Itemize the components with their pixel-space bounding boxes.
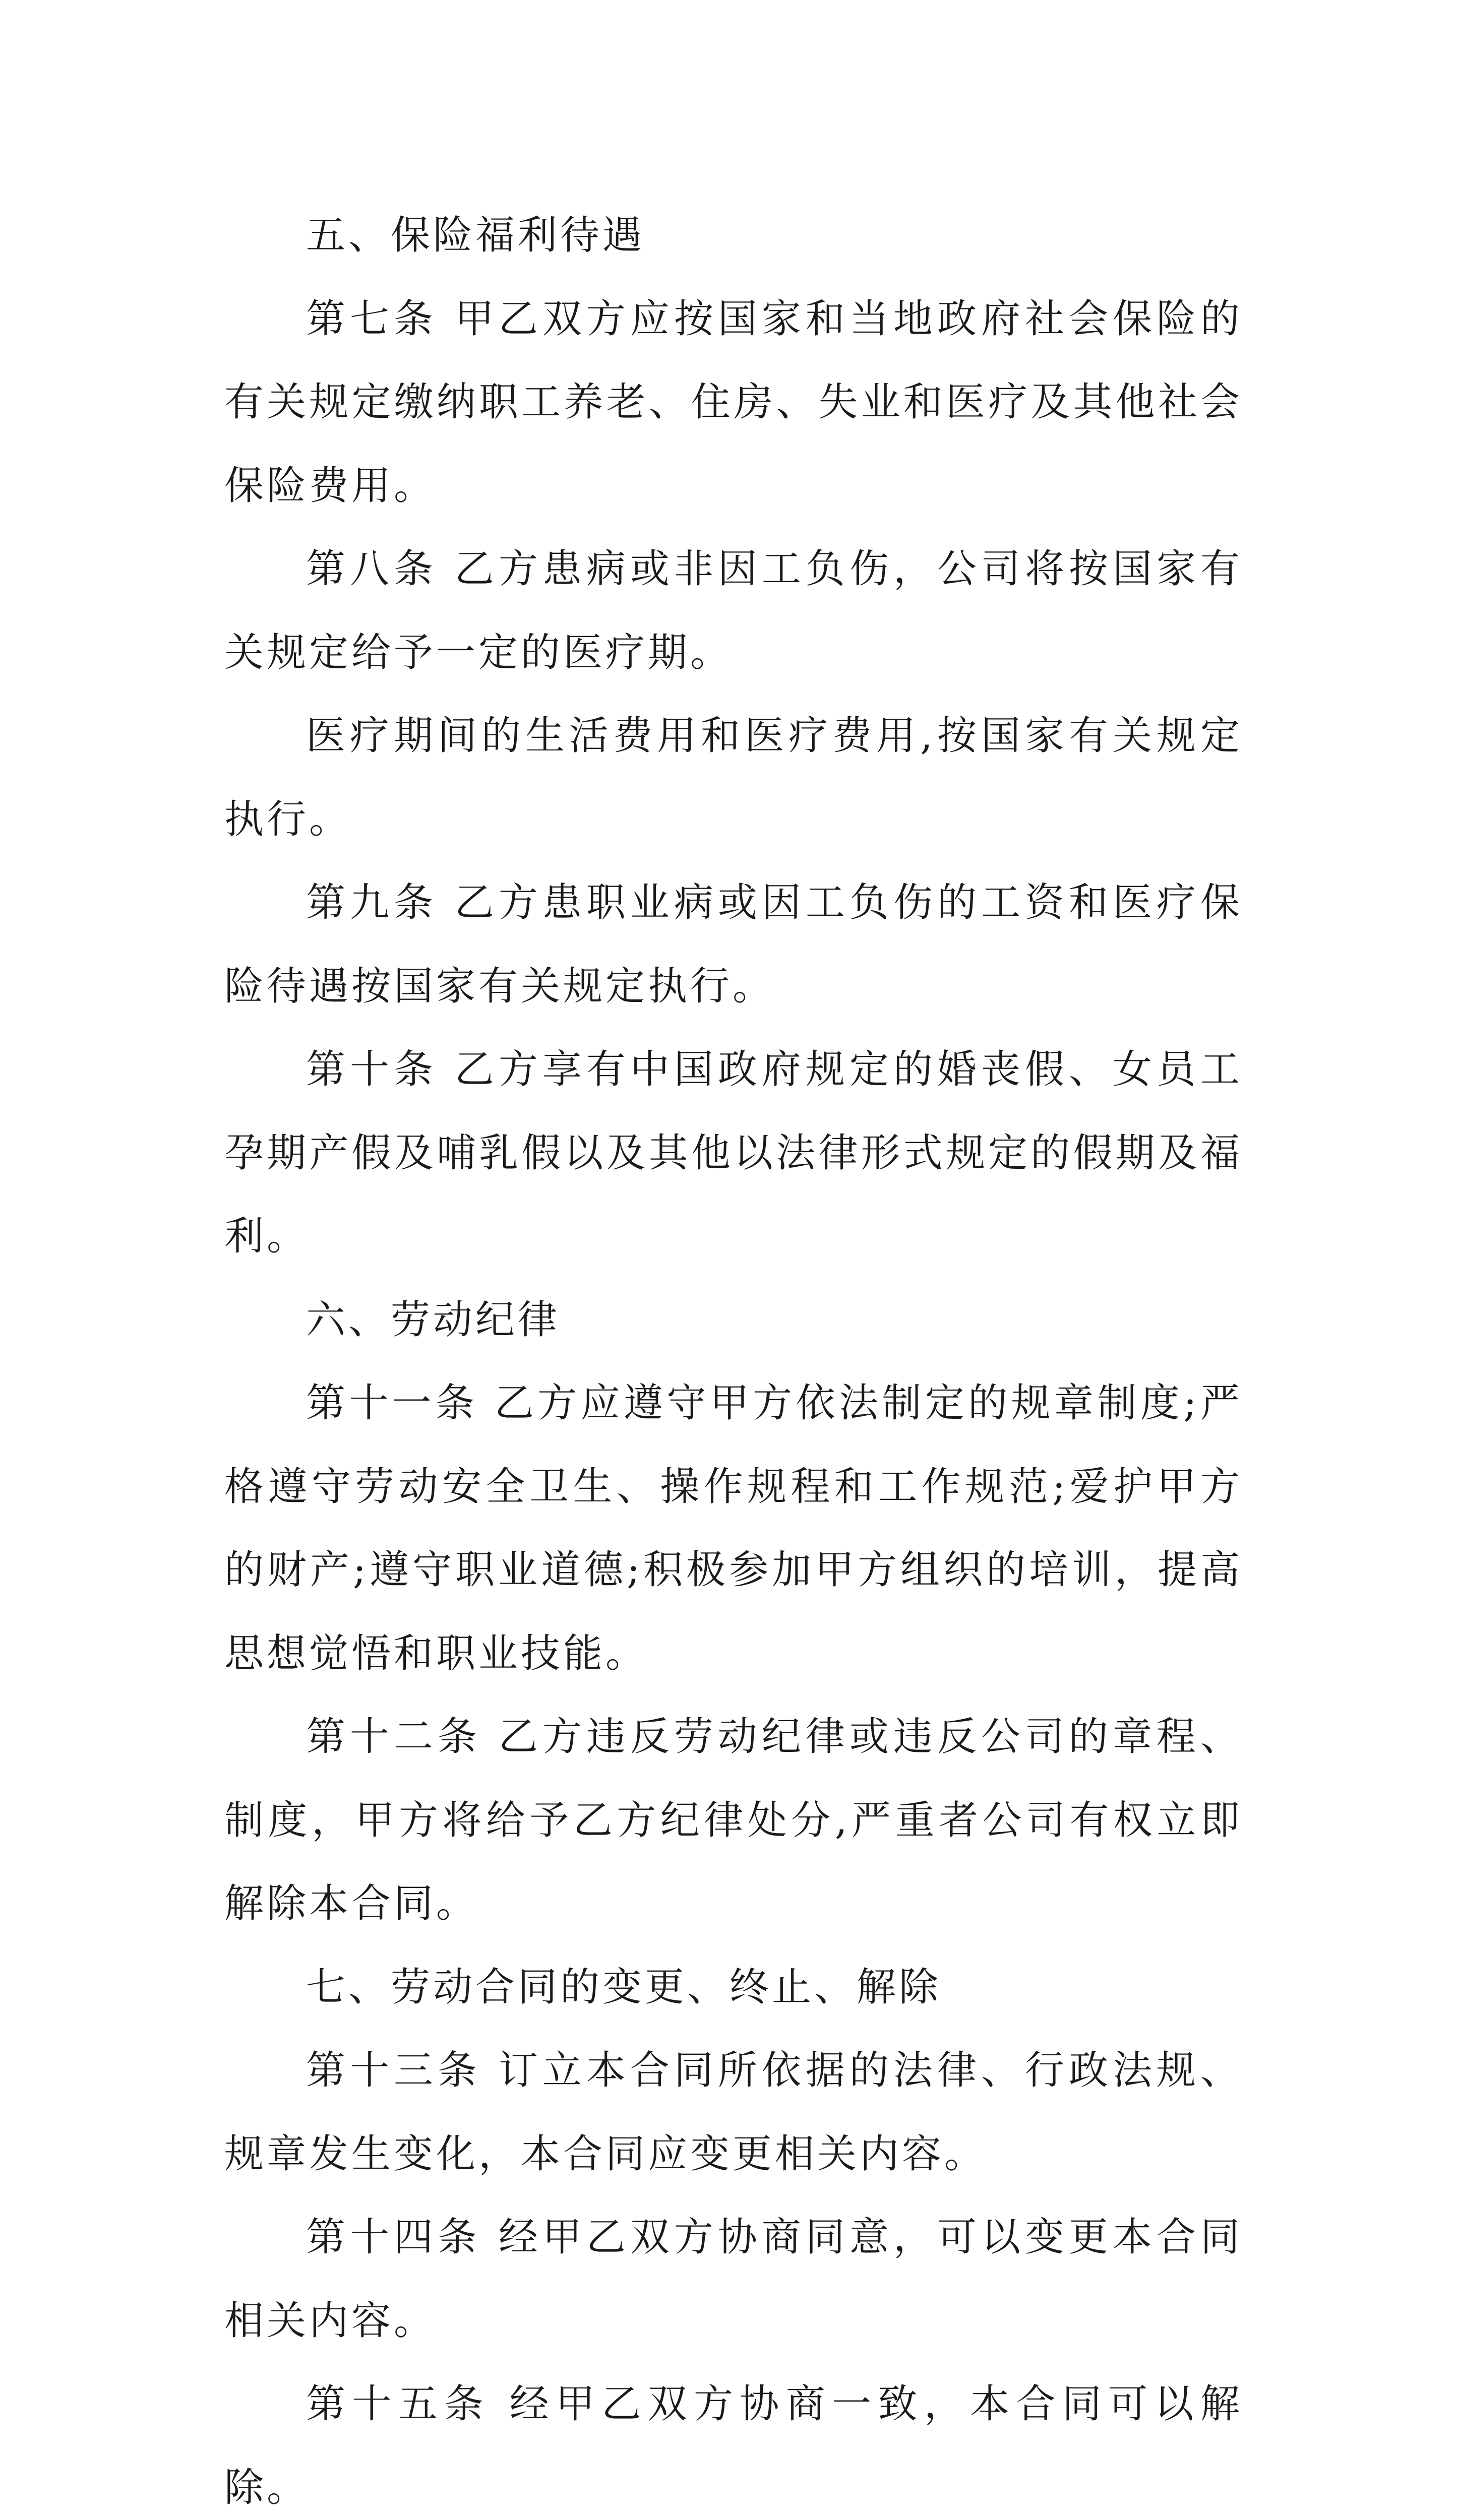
section-heading-contract-changes: 七、劳动合同的变更、终止、解除 — [306, 1964, 942, 2010]
article-14: 第十四条 经甲乙双方协商同意，可以变更本合同相关内容。 — [224, 2215, 1243, 2344]
article-9: 第九条 乙方患职业病或因工负伤的工资和医疗保险待遇按国家有关规定执行。 — [224, 880, 1243, 1009]
section-heading-insurance: 五、保险福利待遇 — [306, 213, 645, 258]
article-13: 第十三条 订立本合同所依据的法律、行政法规、规章发生变化，本合同应变更相关内容。 — [224, 2048, 1243, 2177]
article-8-medical-expenses: 医疗期间的生活费用和医疗费用,按国家有关规定执行。 — [224, 713, 1243, 842]
document-body — [224, 194, 1243, 2520]
article-12: 第十二条 乙方违反劳动纪律或违反公司的章程、制度，甲方将给予乙方纪律处分,严重者公司有权立即解除本合同。 — [224, 1714, 1243, 1926]
article-8: 第八条 乙方患病或非因工负伤，公司将按国家有关规定给予一定的医疗期。 — [224, 546, 1243, 675]
article-11: 第十一条 乙方应遵守甲方依法制定的规章制度;严格遵守劳动安全卫生、操作规程和工作规范;爱护甲方的财产;遵守职业道德;积极参加甲方组织的培训，提高思想觉悟和职业技能。 — [224, 1380, 1243, 1676]
section-heading-discipline: 六、劳动纪律 — [306, 1297, 561, 1343]
article-15: 第十五条 经甲乙双方协商一致，本合同可以解除。 — [224, 2381, 1243, 2510]
article-10: 第十条 乙方享有中国政府规定的婚丧假、女员工孕期产假及哺乳假以及其他以法律形式规定的假期及福利。 — [224, 1047, 1243, 1259]
article-7: 第七条 甲乙双方应按国家和当地政府社会保险的有关规定缴纳职工养老、住房、失业和医疗及其他社会保险费用。 — [224, 296, 1243, 509]
